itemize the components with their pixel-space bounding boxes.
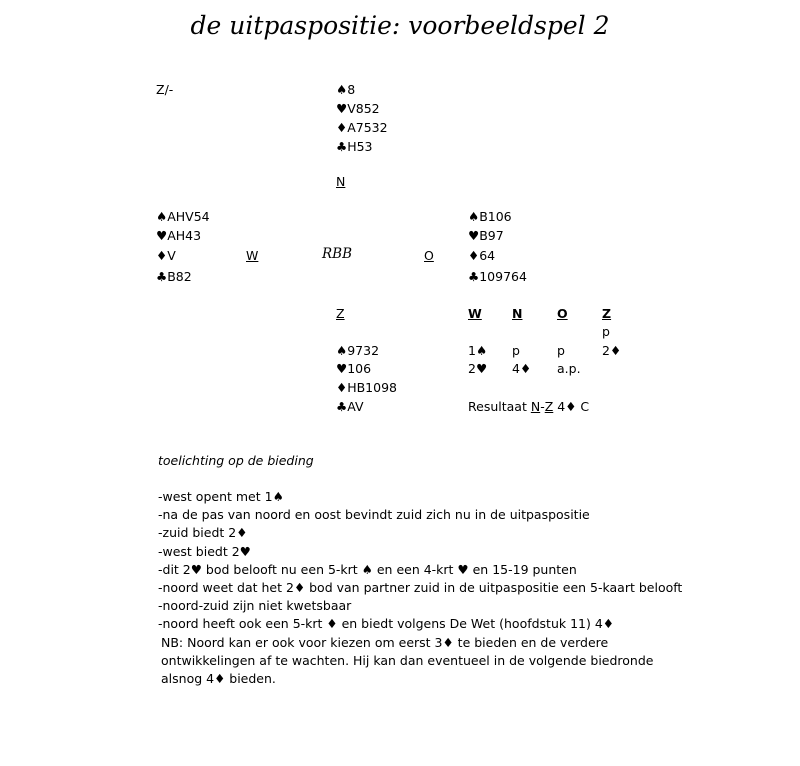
west-spades: ♠AHV54 — [156, 209, 210, 224]
north-label: N — [336, 174, 346, 189]
result-line — [468, 397, 589, 416]
center-rbb: RBB — [322, 246, 353, 262]
east-diamonds: ♦64 — [468, 248, 496, 263]
north-hearts: ♥V852 — [336, 101, 380, 116]
notes-heading: toelichting op de bieding — [158, 453, 314, 468]
bid-cell: p — [602, 324, 610, 339]
note-line: -noord-zuid zijn niet kwetsbaar — [158, 598, 352, 614]
bid-header-o: O — [557, 306, 568, 321]
bid-cell: a.p. — [557, 361, 581, 376]
bid-cell: p — [557, 343, 565, 358]
deal-info: Z/- — [156, 82, 174, 97]
nb-line: alsnog 4♦ bieden. — [161, 670, 276, 686]
north-spades: ♠8 — [336, 82, 356, 97]
bid-header-n: N — [512, 306, 523, 321]
south-hearts: ♥106 — [336, 361, 372, 376]
nb-line: NB: Noord kan er ook voor kiezen om eerst 3♦ te bieden en de verdere — [161, 634, 609, 650]
bid-header-w: W — [468, 306, 482, 321]
east-label: O — [424, 248, 434, 263]
bid-cell: 1♠ — [468, 343, 488, 358]
south-label: Z — [336, 306, 345, 321]
note-line: -noord heeft ook een 5-krt ♦ en biedt volgens De Wet (hoofdstuk 11) 4♦ — [158, 616, 615, 632]
result-prefix: Resultaat — [468, 399, 531, 414]
note-line: -west biedt 2♥ — [158, 543, 251, 559]
result-z: Z — [544, 399, 554, 414]
result-suffix: 4♦ C — [553, 399, 590, 414]
bid-cell: p — [512, 343, 520, 358]
north-clubs: ♣H53 — [336, 139, 373, 154]
east-hearts: ♥B97 — [468, 228, 504, 243]
east-clubs: ♣109764 — [468, 269, 527, 284]
south-clubs: ♣AV — [336, 399, 364, 414]
note-line: -west opent met 1♠ — [158, 489, 284, 504]
west-label: W — [246, 248, 259, 263]
page-title: de uitpaspositie: voorbeeldspel 2 — [190, 11, 610, 40]
note-line: -noord weet dat het 2♦ bod van partner zuid in de uitpaspositie een 5-kaart belooft — [158, 579, 683, 595]
bid-cell: 4♦ — [512, 361, 532, 376]
west-clubs: ♣B82 — [156, 269, 192, 284]
bid-header-z: Z — [602, 306, 612, 321]
note-line: -na de pas van noord en oost bevindt zuid zich nu in de uitpaspositie — [158, 507, 590, 523]
nb-line: ontwikkelingen af te wachten. Hij kan dan eventueel in de volgende biedronde — [161, 652, 654, 668]
note-line: -zuid biedt 2♦ — [158, 525, 248, 541]
north-diamonds: ♦A7532 — [336, 120, 388, 135]
west-hearts: ♥AH43 — [156, 228, 202, 243]
result-n: N — [530, 399, 541, 414]
south-diamonds: ♦HB1098 — [336, 380, 397, 395]
bid-cell: 2♦ — [602, 343, 622, 358]
result-dash: - — [540, 399, 545, 414]
note-line: -dit 2♥ bod belooft nu een 5-krt ♠ en een 4-krt ♥ en 15-19 punten — [158, 561, 577, 577]
south-spades: ♠9732 — [336, 343, 380, 358]
west-diamonds: ♦V — [156, 248, 176, 263]
east-spades: ♠B106 — [468, 209, 512, 224]
bid-cell: 2♥ — [468, 361, 488, 376]
notes-list — [158, 488, 682, 688]
